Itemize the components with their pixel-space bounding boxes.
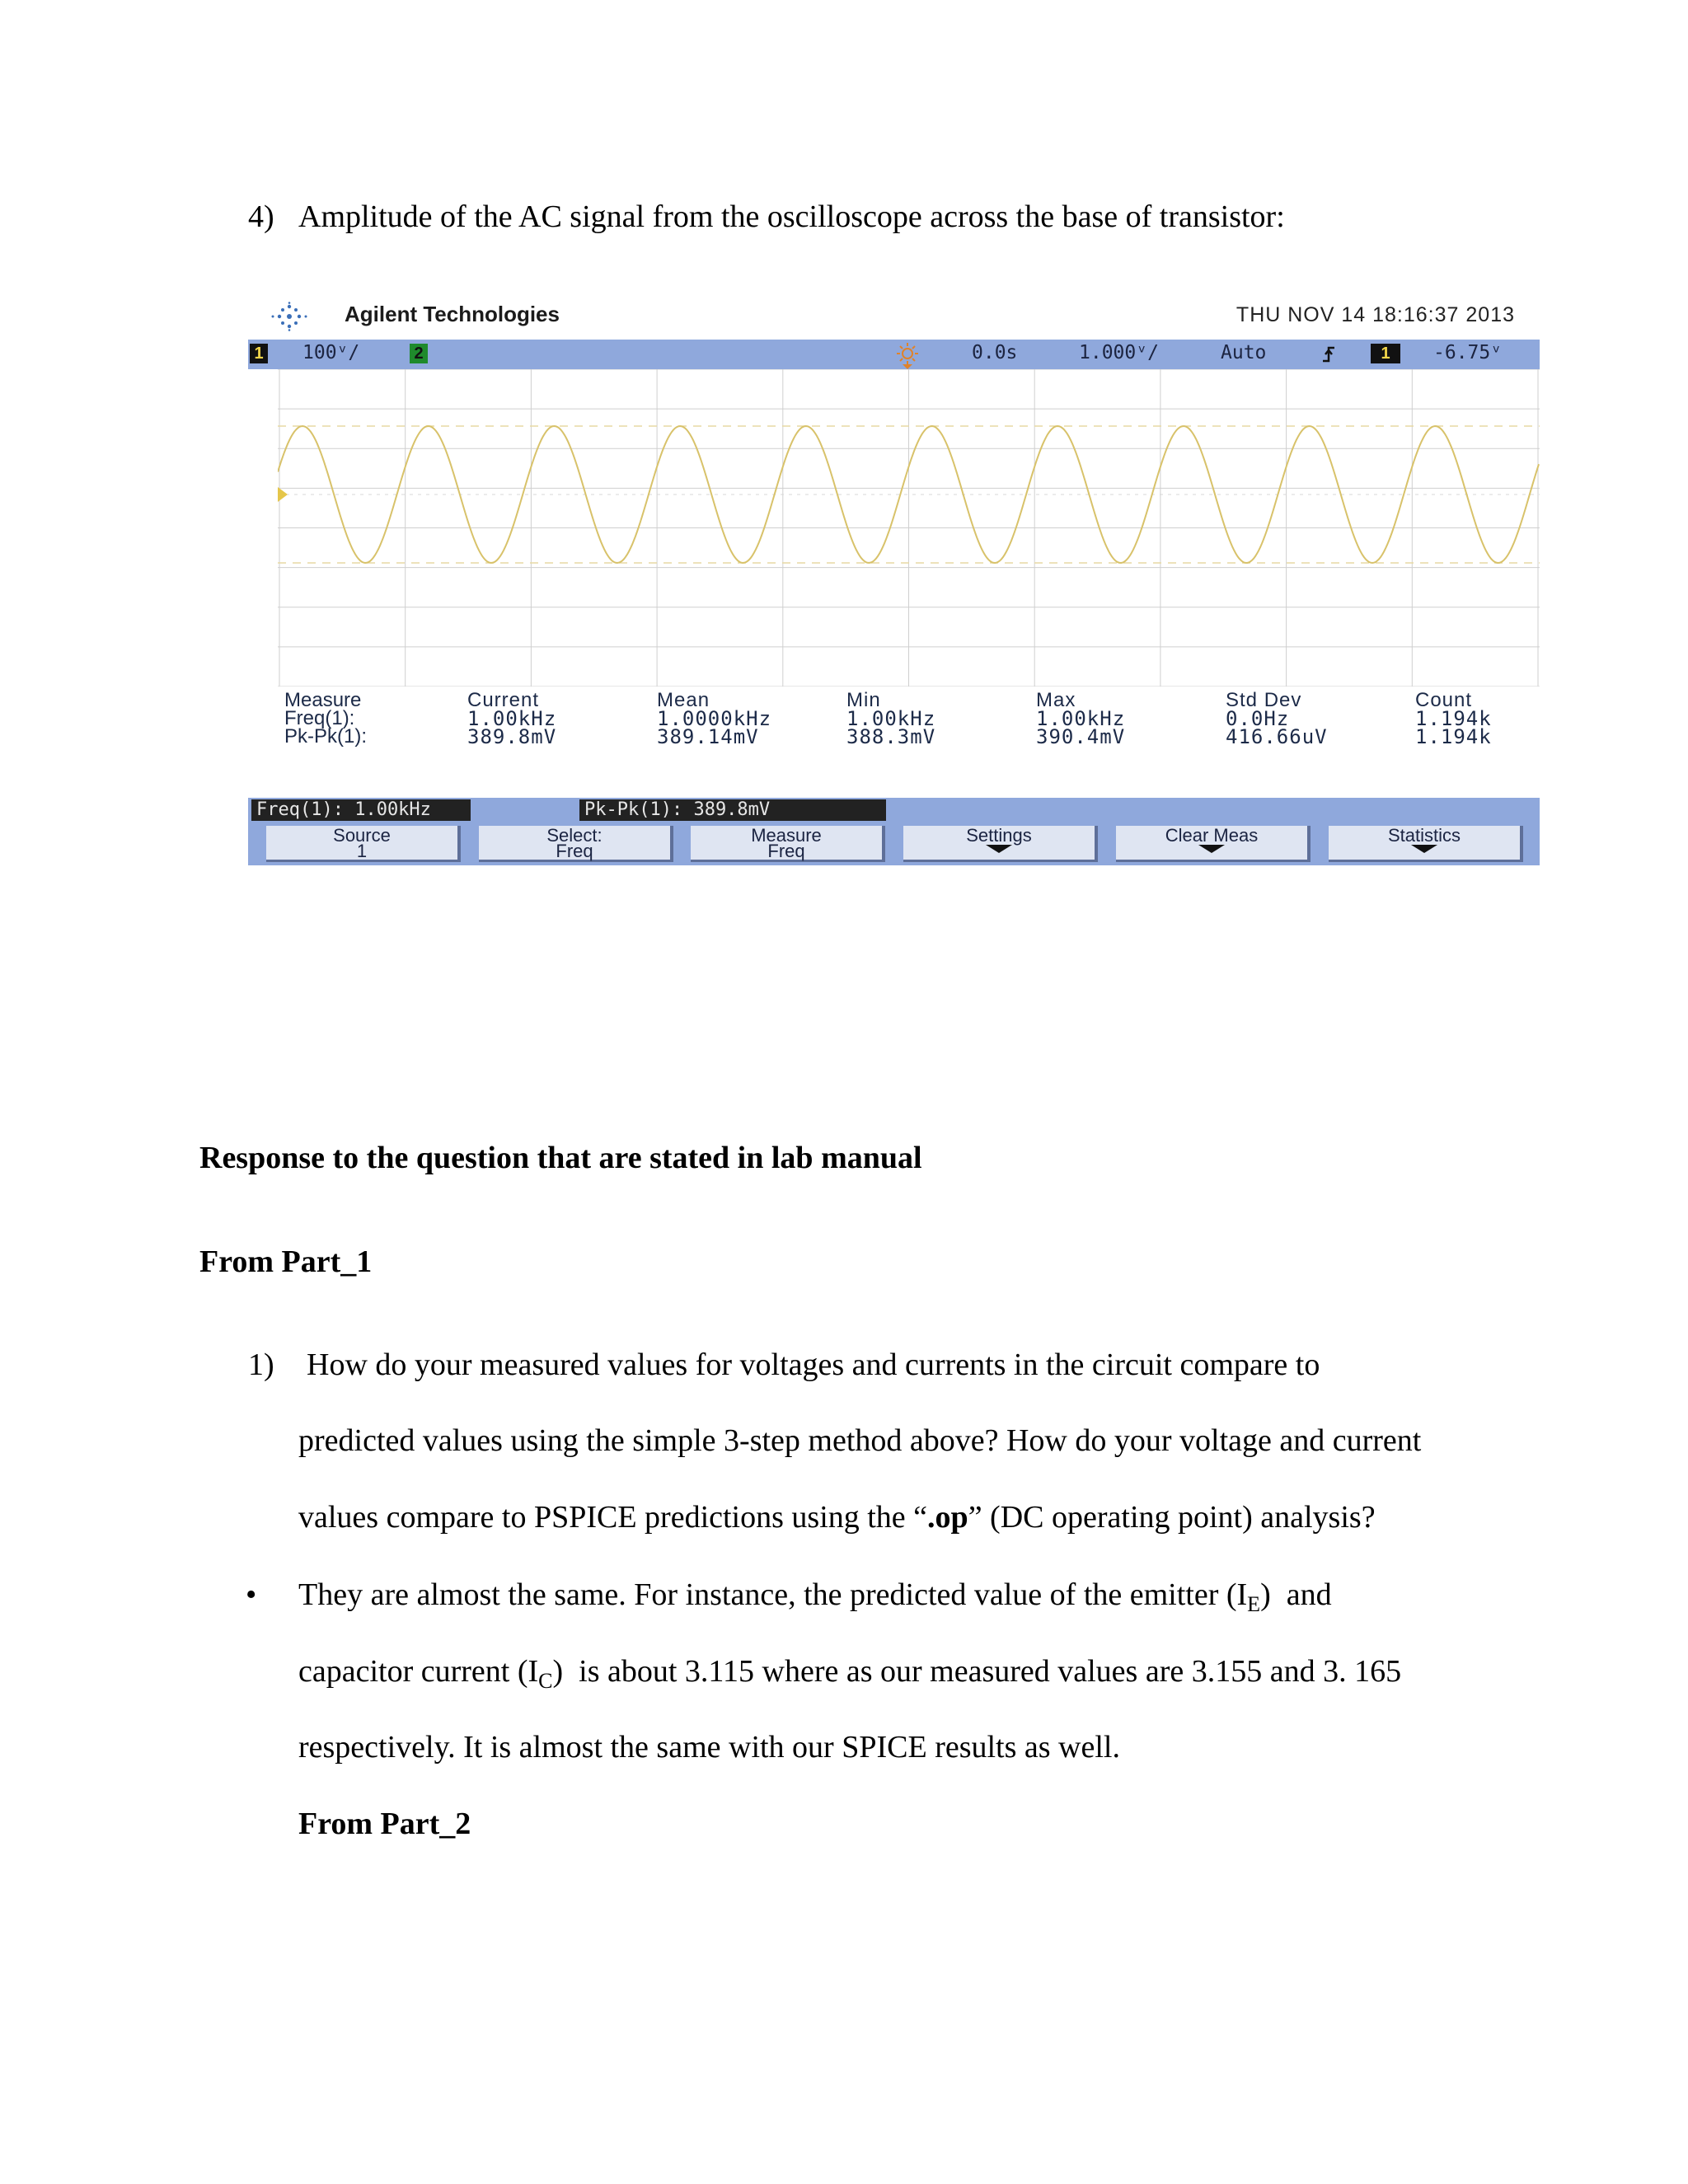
- softkey-clear-meas[interactable]: [1116, 826, 1311, 862]
- softkey-sublabel: 1: [356, 841, 368, 861]
- part1-heading: From Part_1: [199, 1244, 373, 1279]
- measure-cell: 389.8mV: [467, 725, 557, 748]
- ch1-badge: 1: [250, 344, 268, 363]
- measure-cell: 0.0Hz: [1226, 707, 1290, 730]
- softkey-source[interactable]: [266, 826, 461, 862]
- softkey-label: Statistics: [1387, 825, 1461, 846]
- measure-column: [467, 691, 556, 746]
- softkey-measure[interactable]: [691, 826, 885, 862]
- measure-header: Mean: [657, 689, 710, 711]
- measure-column: [657, 691, 771, 746]
- response-heading: Response to the question that are stated in lab manual: [199, 1141, 922, 1175]
- scope-status-bar: [248, 340, 1540, 369]
- measure-column: [846, 691, 935, 746]
- softkey-label: Source: [333, 825, 391, 846]
- emitter-subscript: E: [1247, 1592, 1261, 1616]
- measure-column: [1226, 691, 1328, 746]
- scope-datetime: THU NOV 14 18:16:37 2013: [1236, 303, 1515, 326]
- section-4-text: Amplitude of the AC signal from the oscilloscope across the base of transistor:: [298, 199, 1285, 234]
- answer-line-2: [298, 1652, 1401, 1700]
- measure-column: [1415, 691, 1492, 746]
- down-arrow-icon: [986, 845, 1012, 853]
- down-arrow-icon: [1411, 845, 1437, 853]
- measure-column: [1036, 691, 1125, 746]
- scope-brand-name: Agilent Technologies: [345, 302, 560, 326]
- measure-header: Min: [846, 689, 881, 711]
- question-line-2: predicted values using the simple 3-step method above? How do your voltage and current: [298, 1423, 1422, 1458]
- freq-readout: Freq(1): 1.00kHz: [251, 799, 471, 821]
- measure-column: [284, 691, 367, 746]
- measure-cell: 416.66uV: [1226, 725, 1328, 748]
- item-number: 4): [248, 199, 274, 234]
- measure-cell: Freq(1):: [284, 707, 355, 729]
- softkey-sublabel: Freq: [556, 841, 593, 861]
- answer-line-2b: ) is about 3.115 where as our measured values are 3.155 and 3. 165: [552, 1654, 1402, 1689]
- oscilloscope-screenshot: [248, 297, 1540, 865]
- trigger-mode: Auto: [1221, 342, 1267, 363]
- measure-header: Std Dev: [1226, 689, 1302, 711]
- answer-line-3: respectively. It is almost the same with our SPICE results as well.: [298, 1730, 1120, 1765]
- measure-header: Measure: [284, 689, 362, 711]
- trigger-channel-badge: 1: [1371, 344, 1400, 363]
- answer-line-1b: ) and: [1260, 1577, 1332, 1612]
- softkey-settings[interactable]: [903, 826, 1098, 862]
- measure-cell: 390.4mV: [1036, 725, 1126, 748]
- measure-cell: 1.00kHz: [1036, 707, 1126, 730]
- measure-cell: 1.0000kHz: [657, 707, 772, 730]
- bullet: •: [246, 1577, 257, 1612]
- softkey-label: Clear Meas: [1165, 825, 1259, 846]
- timebase-scale: 1.000ᵛ/: [1079, 342, 1159, 363]
- scope-brand-row: [248, 297, 1540, 338]
- agilent-logo-icon: [266, 302, 312, 331]
- ch2-badge: 2: [410, 344, 428, 363]
- pkpk-readout: Pk-Pk(1): 389.8mV: [579, 799, 886, 821]
- question-line-3-post: ” (DC operating point) analysis?: [968, 1500, 1376, 1535]
- question-line-3-pre: values compare to PSPICE predictions using the “: [298, 1500, 928, 1535]
- softkey-bar: [248, 798, 1540, 865]
- measure-cell: 389.14mV: [657, 725, 759, 748]
- ch1-ground-marker-icon: [278, 487, 288, 502]
- measure-cell: 1.194k: [1415, 707, 1492, 730]
- trigger-edge-icon: [1320, 344, 1338, 364]
- trigger-level: -6.75ᵛ: [1433, 342, 1503, 363]
- measurement-panel: [278, 687, 1540, 785]
- softkey-select[interactable]: [479, 826, 673, 862]
- measure-cell: 1.00kHz: [467, 707, 557, 730]
- answer-line-1a: They are almost the same. For instance, the predicted value of the emitter (I: [298, 1577, 1248, 1612]
- trigger-position-icon: [891, 341, 924, 369]
- measure-cell: Pk-Pk(1):: [284, 725, 368, 748]
- softkey-label: Select:: [546, 825, 603, 846]
- part2-heading: From Part_2: [298, 1807, 471, 1841]
- measure-cell: 388.3mV: [846, 725, 936, 748]
- answer-line-1: [298, 1576, 1332, 1624]
- waveform-display: [278, 369, 1540, 687]
- ch1-scale: 100ᵛ/: [302, 342, 360, 363]
- softkey-statistics[interactable]: [1329, 826, 1523, 862]
- measure-header: Current: [467, 689, 540, 711]
- collector-subscript: C: [538, 1669, 553, 1693]
- softkey-label: Measure: [751, 825, 822, 846]
- question-line-3: [298, 1498, 1376, 1536]
- question-line-1: How do your measured values for voltages and currents in the circuit compare to: [307, 1347, 1320, 1382]
- softkey-sublabel: Freq: [767, 841, 805, 861]
- answer-line-2a: capacitor current (I: [298, 1654, 539, 1689]
- question-number: 1): [248, 1347, 274, 1382]
- softkey-label: Settings: [966, 825, 1032, 846]
- down-arrow-icon: [1198, 845, 1225, 853]
- measure-cell: 1.194k: [1415, 725, 1492, 748]
- horizontal-delay: 0.0s: [972, 342, 1018, 363]
- measure-cell: 1.00kHz: [846, 707, 936, 730]
- op-command: .op: [927, 1500, 968, 1535]
- measure-header: Count: [1415, 689, 1473, 711]
- measure-header: Max: [1036, 689, 1076, 711]
